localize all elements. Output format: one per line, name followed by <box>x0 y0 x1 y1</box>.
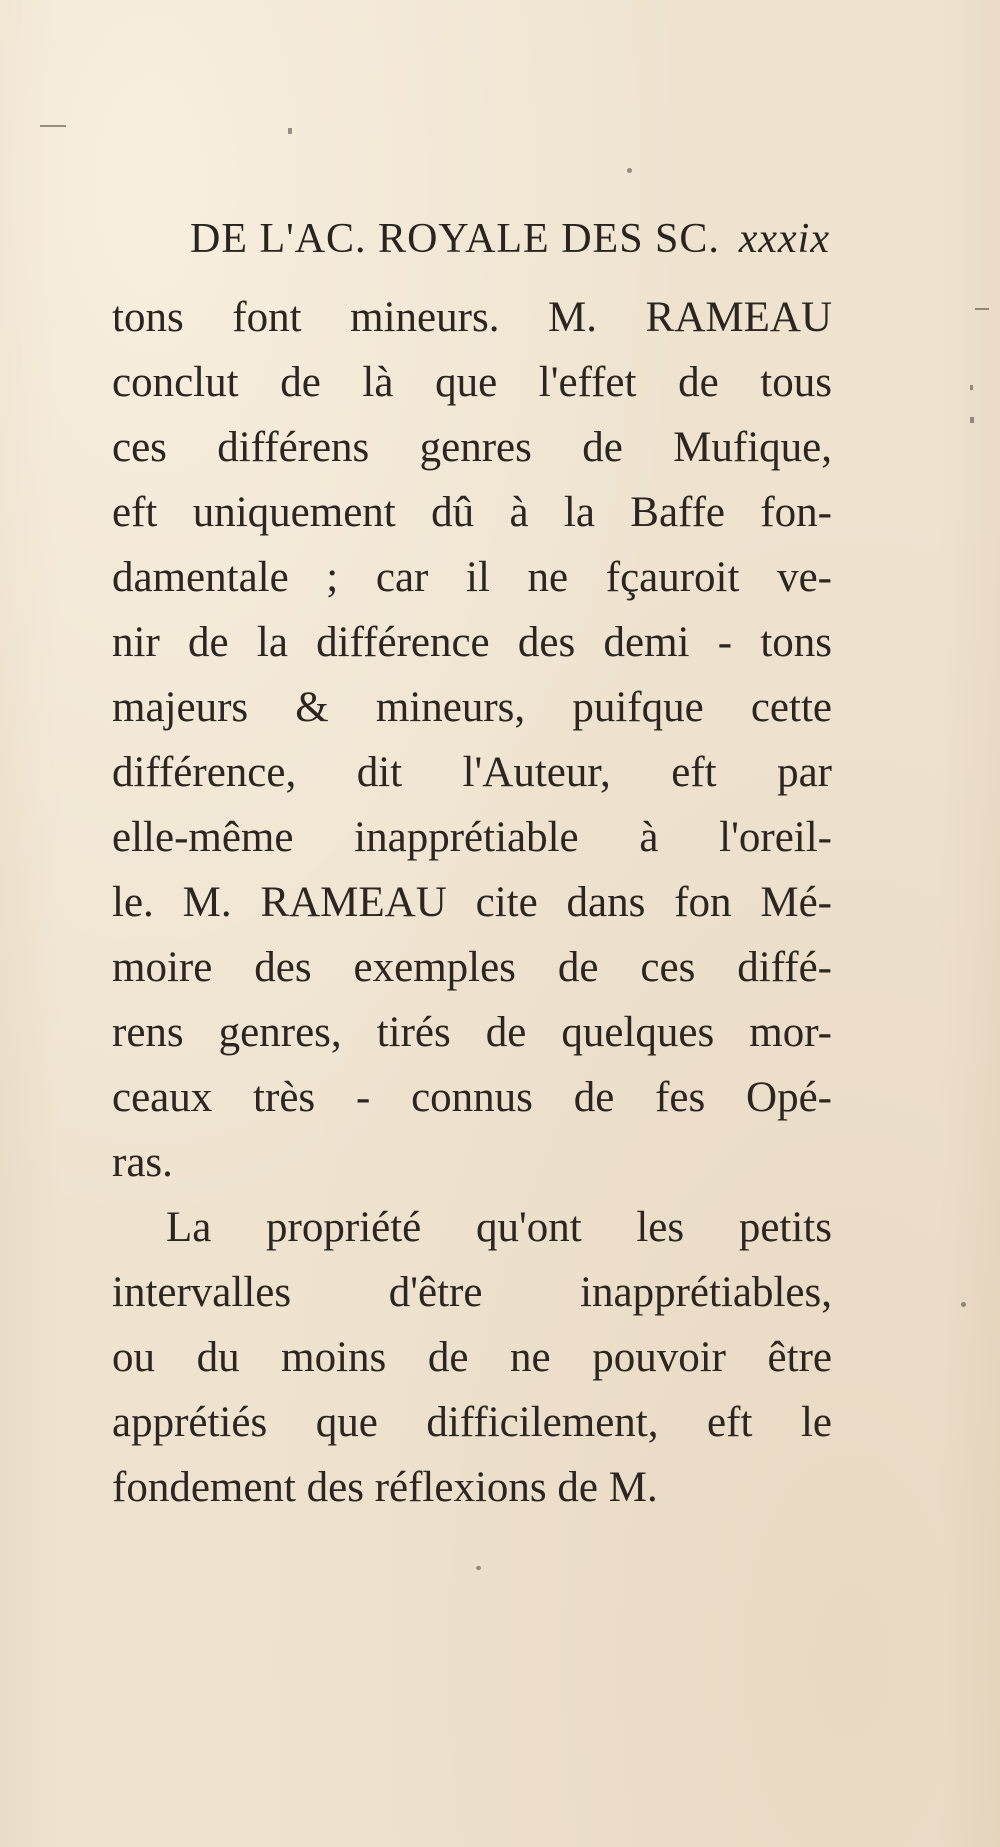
text-line: tons font mineurs. M. RAMEAU <box>112 294 832 341</box>
text-line: majeurs & mineurs, puifque cette <box>112 684 832 731</box>
text-line: différence, dit l'Auteur, eft par <box>112 749 832 796</box>
text-line: le. M. RAMEAU cite dans fon Mé- <box>112 879 832 926</box>
text-line: nir de la différence des demi - tons <box>112 619 832 666</box>
paper-speck <box>288 128 292 134</box>
paper-speck <box>961 1302 966 1307</box>
text-line: elle-même inapprétiable à l'oreil- <box>112 814 832 861</box>
text-line: ces différens genres de Mufique, <box>112 424 832 471</box>
text-line: rens genres, tirés de quelques mor- <box>112 1009 832 1056</box>
paper-speck <box>970 417 974 423</box>
text-line: eft uniquement dû à la Baffe fon- <box>112 489 832 536</box>
text-line: apprétiés que difficilement, eft le <box>112 1399 832 1446</box>
text-line: intervalles d'être inapprétiables, <box>112 1269 832 1316</box>
text-line: ou du moins de ne pouvoir être <box>112 1334 832 1381</box>
text-line: moire des exemples de ces diffé- <box>112 944 832 991</box>
paper-speck <box>40 125 66 127</box>
paragraph-first-line: La propriété qu'ont les petits <box>166 1204 832 1251</box>
paper-speck <box>970 385 973 390</box>
text-line: ceaux très - connus de fes Opé- <box>112 1074 832 1121</box>
text-line: conclut de là que l'effet de tous <box>112 359 832 406</box>
text-line: damentale ; car il ne fçauroit ve- <box>112 554 832 601</box>
running-title: DE L'AC. ROYALE DES SC. <box>190 216 720 262</box>
running-header <box>190 215 830 263</box>
page-number: xxxix <box>738 216 830 262</box>
body-text <box>112 285 832 1520</box>
paper-speck <box>476 1566 481 1570</box>
paper-speck <box>627 168 632 173</box>
paper-speck <box>975 308 989 310</box>
text-line: fondement des réflexions de M. <box>112 1464 658 1511</box>
text-line: ras. <box>112 1139 173 1186</box>
